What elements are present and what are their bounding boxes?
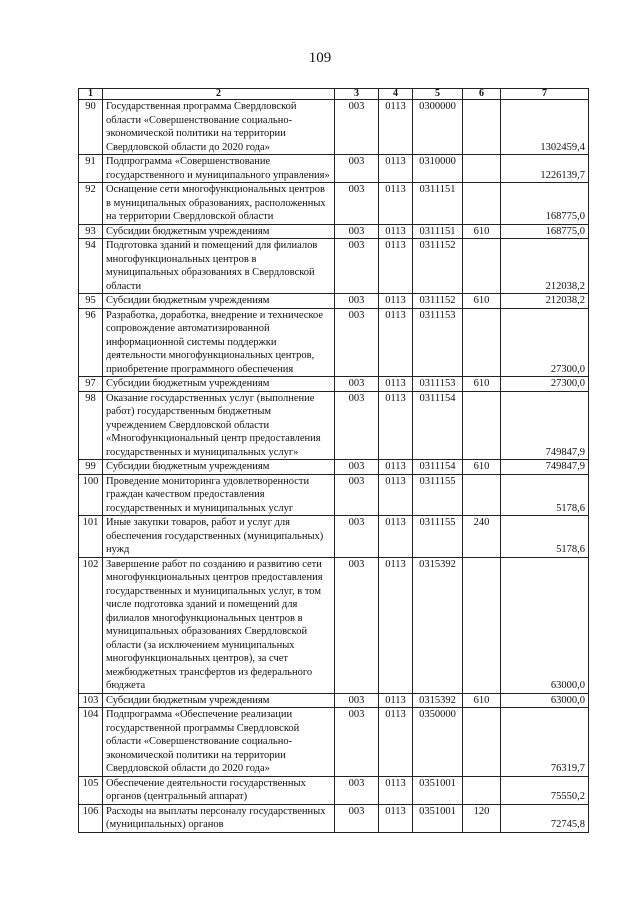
row-code-5: 0311155: [413, 516, 463, 558]
table-row: [79, 516, 589, 558]
row-code-3: 003: [335, 391, 379, 460]
row-code-6: [463, 308, 501, 377]
row-name: Завершение работ по созданию и развитию сети многофункциональных центров предоставления государственных и муниципальных услуг, в том числе подготовка зданий и помещений для филиалов многофункциональных центров в муниципальных образованиях Свердловской области (за исключением муниципальных многофункциональных центров), за счет межбюджетных трансфертов из федерального бюджета: [103, 557, 335, 693]
table-row: [79, 377, 589, 392]
row-code-4: 0113: [379, 557, 413, 693]
row-name: Субсидии бюджетным учреждениям: [103, 377, 335, 392]
column-header: 7: [501, 89, 589, 100]
row-name: Оснащение сети многофункциональных центров в муниципальных образованиях, расположенных на территории Свердловской области: [103, 183, 335, 225]
row-code-3: 003: [335, 474, 379, 516]
row-code-3: 003: [335, 460, 379, 475]
row-amount: 75550,2: [501, 776, 589, 804]
row-name: Разработка, доработка, внедрение и техническое сопровождение автоматизированной информационной системы поддержки деятельности многофункциональных центров, приобретение программного обеспечения: [103, 308, 335, 377]
row-amount: 76319,7: [501, 708, 589, 777]
row-code-3: 003: [335, 224, 379, 239]
row-code-4: 0113: [379, 155, 413, 183]
row-code-5: 0311155: [413, 474, 463, 516]
row-number: 90: [79, 100, 103, 155]
row-code-3: 003: [335, 693, 379, 708]
row-code-6: [463, 155, 501, 183]
row-amount: 63000,0: [501, 693, 589, 708]
row-number: 96: [79, 308, 103, 377]
row-code-4: 0113: [379, 308, 413, 377]
table-row: [79, 224, 589, 239]
table-row: [79, 474, 589, 516]
table-row: [79, 776, 589, 804]
row-code-4: 0113: [379, 776, 413, 804]
row-code-5: 0310000: [413, 155, 463, 183]
row-amount: 749847,9: [501, 391, 589, 460]
row-code-5: 0311153: [413, 308, 463, 377]
row-amount: 168775,0: [501, 183, 589, 225]
row-code-5: 0351001: [413, 776, 463, 804]
row-code-3: 003: [335, 308, 379, 377]
row-code-6: 610: [463, 460, 501, 475]
row-amount: 1226139,7: [501, 155, 589, 183]
row-code-3: 003: [335, 377, 379, 392]
table-row: [79, 708, 589, 777]
row-code-6: [463, 391, 501, 460]
table-row: [79, 693, 589, 708]
row-number: 97: [79, 377, 103, 392]
row-number: 101: [79, 516, 103, 558]
table-row: [79, 183, 589, 225]
row-code-3: 003: [335, 294, 379, 309]
row-number: 93: [79, 224, 103, 239]
row-code-5: 0311152: [413, 239, 463, 294]
row-number: 103: [79, 693, 103, 708]
row-code-3: 003: [335, 804, 379, 832]
row-number: 106: [79, 804, 103, 832]
row-name: Подготовка зданий и помещений для филиалов многофункциональных центров в муниципальных образованиях в Свердловской области: [103, 239, 335, 294]
row-amount: 749847,9: [501, 460, 589, 475]
row-code-6: [463, 776, 501, 804]
column-header: 5: [413, 89, 463, 100]
row-amount: 63000,0: [501, 557, 589, 693]
row-amount: 72745,8: [501, 804, 589, 832]
row-name: Расходы на выплаты персоналу государственных (муниципальных) органов: [103, 804, 335, 832]
row-code-5: 0311151: [413, 224, 463, 239]
row-code-4: 0113: [379, 224, 413, 239]
row-name: Проведение мониторинга удовлетворенности граждан качеством предоставления государственных и муниципальных услуг: [103, 474, 335, 516]
row-amount: 1302459,4: [501, 100, 589, 155]
column-header: 3: [335, 89, 379, 100]
row-code-4: 0113: [379, 239, 413, 294]
row-name: Подпрограмма «Обеспечение реализации государственной программы Свердловской области «Совершенствование социально-экономической политики на территории Свердловской области до 2020 года»: [103, 708, 335, 777]
row-code-4: 0113: [379, 183, 413, 225]
row-code-6: 610: [463, 224, 501, 239]
table-row: [79, 294, 589, 309]
table-row: [79, 557, 589, 693]
row-code-6: 120: [463, 804, 501, 832]
row-code-5: 0311153: [413, 377, 463, 392]
row-code-3: 003: [335, 516, 379, 558]
row-amount: 5178,6: [501, 474, 589, 516]
row-amount: 212038,2: [501, 239, 589, 294]
budget-table: [78, 88, 589, 833]
column-header: 4: [379, 89, 413, 100]
row-number: 104: [79, 708, 103, 777]
row-code-6: [463, 239, 501, 294]
row-code-5: 0350000: [413, 708, 463, 777]
table-row: [79, 308, 589, 377]
row-code-3: 003: [335, 708, 379, 777]
row-number: 102: [79, 557, 103, 693]
row-code-5: 0300000: [413, 100, 463, 155]
row-name: Субсидии бюджетным учреждениям: [103, 460, 335, 475]
column-header: 1: [79, 89, 103, 100]
table-body: [79, 100, 589, 833]
row-number: 105: [79, 776, 103, 804]
row-code-3: 003: [335, 776, 379, 804]
row-number: 91: [79, 155, 103, 183]
row-amount: 168775,0: [501, 224, 589, 239]
row-amount: 5178,6: [501, 516, 589, 558]
row-code-5: 0311154: [413, 460, 463, 475]
row-code-5: 0351001: [413, 804, 463, 832]
row-name: Иные закупки товаров, работ и услуг для обеспечения государственных (муниципальных) нужд: [103, 516, 335, 558]
table-row: [79, 804, 589, 832]
row-code-4: 0113: [379, 377, 413, 392]
table-row: [79, 239, 589, 294]
row-name: Субсидии бюджетным учреждениям: [103, 294, 335, 309]
row-code-3: 003: [335, 100, 379, 155]
table-row: [79, 155, 589, 183]
row-name: Субсидии бюджетным учреждениям: [103, 693, 335, 708]
row-name: Оказание государственных услуг (выполнение работ) государственным бюджетным учреждением Свердловской области «Многофункциональный центр предоставления государственных и муниципальных услуг»: [103, 391, 335, 460]
table-row: [79, 100, 589, 155]
row-number: 94: [79, 239, 103, 294]
row-code-6: 610: [463, 377, 501, 392]
column-header: 2: [103, 89, 335, 100]
row-code-3: 003: [335, 155, 379, 183]
row-code-4: 0113: [379, 516, 413, 558]
row-name: Обеспечение деятельности государственных органов (центральный аппарат): [103, 776, 335, 804]
row-number: 95: [79, 294, 103, 309]
row-code-5: 0311152: [413, 294, 463, 309]
row-number: 98: [79, 391, 103, 460]
row-code-4: 0113: [379, 474, 413, 516]
row-code-6: [463, 708, 501, 777]
row-code-4: 0113: [379, 100, 413, 155]
row-code-6: [463, 557, 501, 693]
table-header-row: [79, 89, 589, 100]
row-code-5: 0311151: [413, 183, 463, 225]
row-code-6: 610: [463, 294, 501, 309]
page-number: 109: [308, 50, 332, 66]
row-code-4: 0113: [379, 708, 413, 777]
row-code-3: 003: [335, 183, 379, 225]
row-code-4: 0113: [379, 693, 413, 708]
table-row: [79, 391, 589, 460]
row-code-5: 0315392: [413, 557, 463, 693]
row-code-6: [463, 474, 501, 516]
row-code-3: 003: [335, 239, 379, 294]
row-code-6: [463, 100, 501, 155]
row-number: 99: [79, 460, 103, 475]
row-code-4: 0113: [379, 391, 413, 460]
table-row: [79, 460, 589, 475]
row-amount: 27300,0: [501, 308, 589, 377]
row-code-3: 003: [335, 557, 379, 693]
row-code-4: 0113: [379, 294, 413, 309]
row-name: Государственная программа Свердловской области «Совершенствование социально-экономической политики на территории Свердловской области до 2020 года»: [103, 100, 335, 155]
row-code-5: 0315392: [413, 693, 463, 708]
row-amount: 27300,0: [501, 377, 589, 392]
row-code-6: [463, 183, 501, 225]
row-number: 92: [79, 183, 103, 225]
row-name: Подпрограмма «Совершенствование государственного и муниципального управления»: [103, 155, 335, 183]
column-header: 6: [463, 89, 501, 100]
row-code-4: 0113: [379, 804, 413, 832]
row-code-5: 0311154: [413, 391, 463, 460]
row-number: 100: [79, 474, 103, 516]
row-code-4: 0113: [379, 460, 413, 475]
row-amount: 212038,2: [501, 294, 589, 309]
row-code-6: 610: [463, 693, 501, 708]
row-name: Субсидии бюджетным учреждениям: [103, 224, 335, 239]
row-code-6: 240: [463, 516, 501, 558]
